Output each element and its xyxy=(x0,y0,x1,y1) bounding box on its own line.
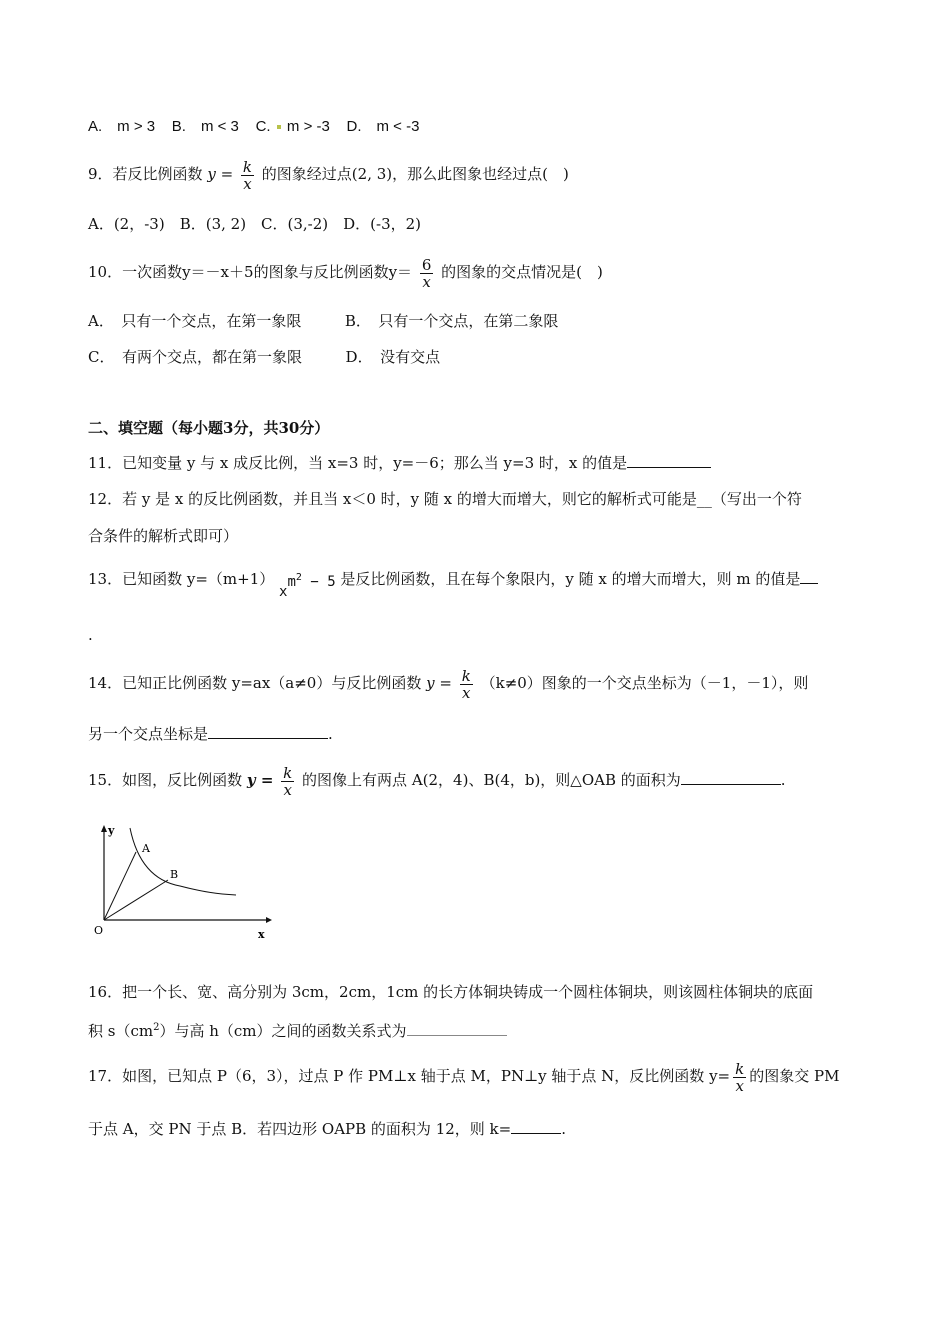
q13 xyxy=(88,564,818,600)
answer-blank xyxy=(208,724,328,739)
q14-line2 xyxy=(88,724,333,744)
q11-text: 11．已知变量 y 与 x 成反比例，当 x=3 时，y=－6；那么当 y=3 时，x 的值是 xyxy=(88,454,628,472)
q14-suffix: （k≠0）图象的一个交点坐标为（－1，－1），则 xyxy=(480,674,809,692)
q8-option-b: B. m < 3 xyxy=(171,118,239,135)
q13-suffix: 是反比例函数，且在每个象限内，y 随 x 的增大而增大，则 m 的值是 xyxy=(340,570,801,588)
q10-stem xyxy=(88,252,603,292)
q10-option-d: D． 没有交点 xyxy=(345,348,441,366)
answer-blank xyxy=(627,453,711,468)
q15-stem xyxy=(88,760,786,800)
q12-line2: 合条件的解析式即可） xyxy=(88,527,239,545)
q16-line2-b: ）与高 h（cm）之间的函数关系式为 xyxy=(159,1022,407,1040)
section-heading: 二、填空题（每小题3分，共30分） xyxy=(88,419,330,437)
q17-suffix: 的图象交 PM xyxy=(749,1067,840,1085)
y-axis-arrow xyxy=(101,825,107,832)
q14-numerator: k xyxy=(461,666,471,685)
q11 xyxy=(88,453,711,473)
q10-suffix: 的图象的交点情况是( ) xyxy=(441,263,603,281)
q17-numerator: k xyxy=(735,1059,745,1078)
q9-fraction xyxy=(241,159,254,192)
q9-options: A．(2，-3) B．(3, 2) C．(3,-2) D．(-3，2) xyxy=(88,215,422,233)
x-axis-label: x xyxy=(258,928,265,941)
q14-end: . xyxy=(328,725,333,743)
q9-stem xyxy=(88,154,569,194)
answer-blank xyxy=(800,569,818,584)
q10-denominator: x xyxy=(422,272,431,291)
q12-line1: 12．若 y 是 x 的反比例函数，并且当 x＜0 时，y 随 x 的增大而增大，则它的解析式可能是__（写出一个符 xyxy=(88,490,802,508)
q15-y-eq: y = xyxy=(246,771,274,789)
q14-stem xyxy=(88,663,808,703)
q10-options-row1 xyxy=(88,311,558,331)
q17-stem xyxy=(88,1056,839,1096)
q10-option-a: A． 只有一个交点，在第一象限 xyxy=(88,312,302,330)
q15-denominator: x xyxy=(283,780,292,799)
answer-blank xyxy=(681,770,781,785)
dot-mark xyxy=(277,125,281,129)
q16-line2 xyxy=(88,1018,507,1041)
q16-line1: 16．把一个长、宽、高分别为 3cm，2cm，1cm 的长方体铜块铸成一个圆柱体铜块，则该圆柱体铜块的底面 xyxy=(88,983,814,1001)
answer-blank xyxy=(511,1119,561,1134)
q8-option-a: A. m > 3 xyxy=(88,118,156,135)
hyperbola-curve xyxy=(130,828,236,895)
q10-options-row2 xyxy=(88,347,440,367)
q13-prefix: 13．已知函数 y=（m+1） xyxy=(88,570,275,588)
q14-line2-text: 另一个交点坐标是 xyxy=(88,725,209,743)
q17-fraction xyxy=(733,1061,746,1094)
q8-option-c-value: m > -3 xyxy=(286,118,330,135)
q14-denominator: x xyxy=(462,683,471,702)
q9-y-eq: y = xyxy=(207,165,234,183)
q8-options xyxy=(88,117,419,137)
q14-y-eq: y = xyxy=(426,674,452,692)
q16-line2-a: 积 s（cm xyxy=(88,1022,154,1040)
q17-line2-text: 于点 A，交 PN 于点 B．若四边形 OAPB 的面积为 12，则 k= xyxy=(88,1120,512,1138)
q15-numerator: k xyxy=(283,763,293,782)
q9-suffix: 的图象经过点(2, 3)，那么此图象也经过点( ) xyxy=(261,165,569,183)
q15-figure xyxy=(88,822,278,942)
q15-end: . xyxy=(780,771,786,789)
q9-prefix: 9．若反比例函数 xyxy=(88,165,203,183)
q13-exponent-square: 2 xyxy=(295,572,302,583)
q13-base: x xyxy=(279,584,288,600)
q14-prefix: 14．已知正比例函数 y=ax（a≠0）与反比例函数 xyxy=(88,674,422,692)
q15-prefix: 15．如图，反比例函数 xyxy=(88,771,243,789)
q10-fraction xyxy=(420,257,434,290)
q17-line2 xyxy=(88,1119,566,1139)
q10-prefix: 10．一次函数y＝－x＋5的图象与反比例函数y＝ xyxy=(88,263,413,281)
q15-fraction xyxy=(281,765,294,798)
q8-option-d: D. m < -3 xyxy=(346,118,420,135)
q16-superscript: 2 xyxy=(153,1022,160,1033)
q10-numerator: 6 xyxy=(421,255,432,274)
q17-denominator: x xyxy=(735,1076,744,1095)
q10-option-b: B． 只有一个交点，在第二象限 xyxy=(344,312,559,330)
point-b-label: B xyxy=(170,868,179,881)
q13-exponent: m xyxy=(287,574,296,590)
y-axis-label: y xyxy=(108,824,115,837)
point-a-label: A xyxy=(142,842,150,855)
q17-prefix: 17．如图，已知点 P（6，3），过点 P 作 PM⊥x 轴于点 M，PN⊥y 轴于点 N，反比例函数 y= xyxy=(88,1067,731,1085)
q13-end: . xyxy=(88,626,93,644)
q14-fraction xyxy=(460,668,473,701)
q9-denominator: x xyxy=(243,174,252,193)
q17-end: . xyxy=(561,1120,566,1138)
q9-numerator: k xyxy=(242,157,253,176)
answer-blank xyxy=(407,1021,507,1036)
q13-power xyxy=(279,572,336,609)
x-axis-arrow xyxy=(266,917,272,923)
q8-option-c: C. xyxy=(255,118,271,135)
q13-exponent-tail: − 5 xyxy=(301,574,336,590)
q15-suffix: 的图像上有两点 A(2，4)、B(4，b)，则△OAB 的面积为 xyxy=(302,771,681,789)
q10-option-c: C． 有两个交点，都在第一象限 xyxy=(88,348,302,366)
origin-label: O xyxy=(94,924,104,937)
